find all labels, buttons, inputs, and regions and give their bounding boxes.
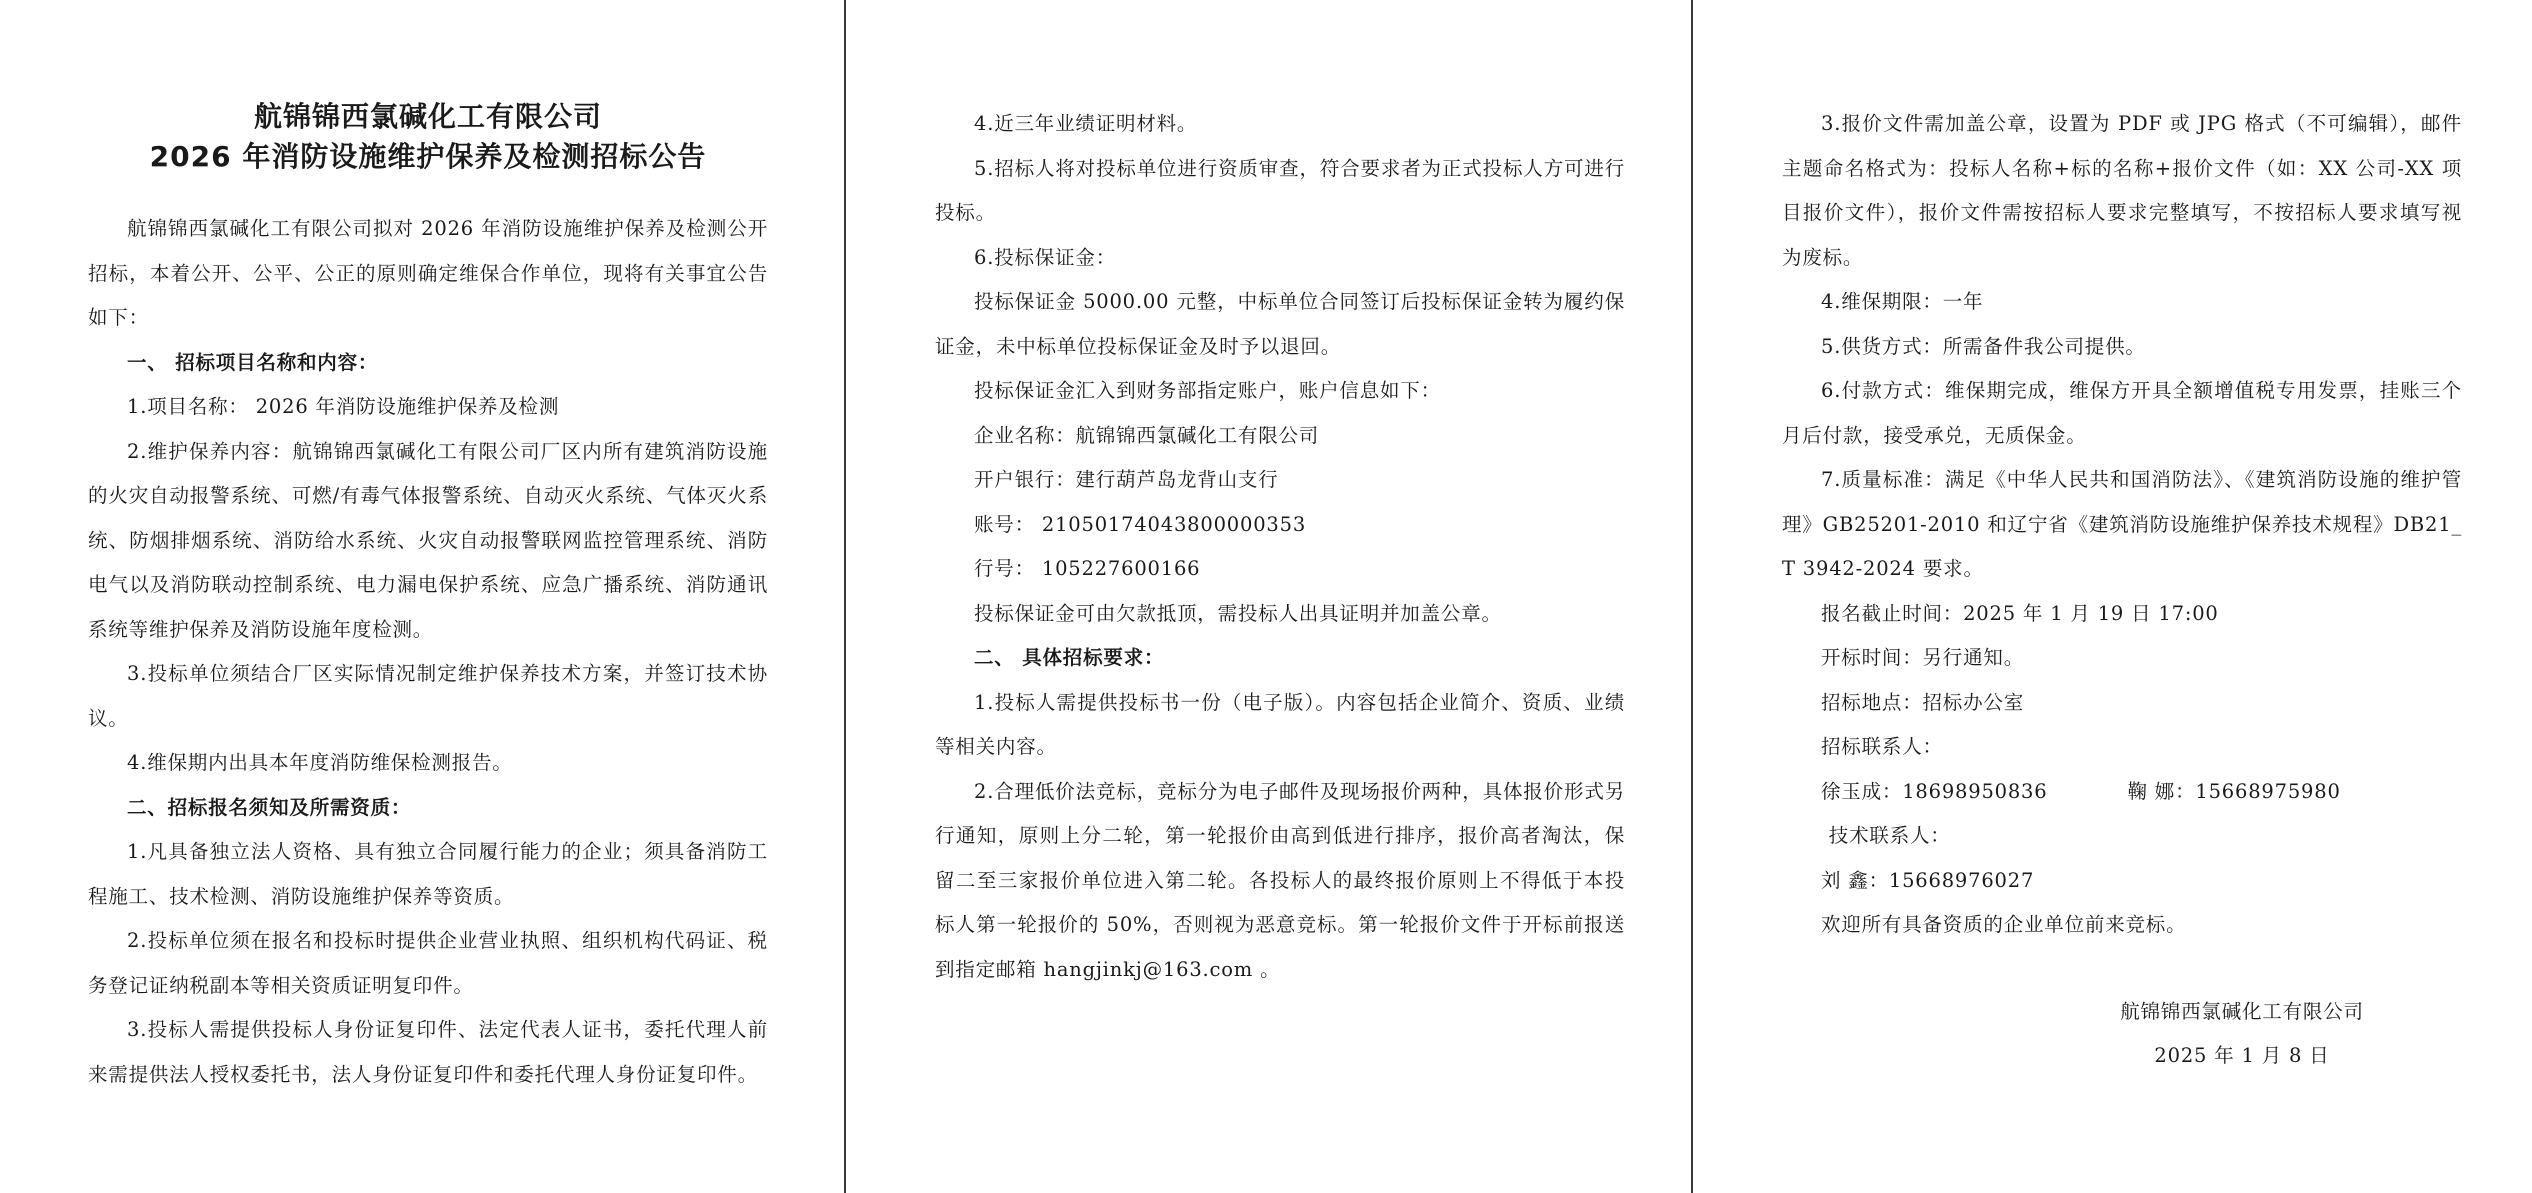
bid-opening-time: 开标时间：另行通知。 (1821, 646, 2025, 669)
intro-paragraph: 航锦锦西氯碱化工有限公司拟对 2026 年消防设施维护保养及检测公开招标，本着公开、公平、公正的原则确定维保合作单位，现将有关事宜公告如下： (88, 217, 768, 329)
company-title: 航锦锦西氯碱化工有限公司 (253, 100, 602, 133)
section-1-item-1: 1.项目名称： 2026 年消防设施维护保养及检测 (127, 395, 560, 418)
section-2-item-5: 5.招标人将对投标单位进行资质审查，符合要求者为正式投标人方可进行投标。 (935, 156, 1625, 224)
registration-deadline: 报名截止时间：2025 年 1 月 19 日 17:00 (1821, 601, 2219, 625)
section-3-item-3: 3.报价文件需加盖公章，设置为 PDF 或 JPG 格式（不可编辑），邮件主题命名格式为：投标人名称+标的名称+报价文件（如：XX 公司-XX 项目报价文件），报价文件需按招标人要求完整填写，不按招标人要求填写视为废标。 (1782, 112, 2462, 269)
section-2-item-2: 2.投标单位须在报名和投标时提供企业营业执照、组织机构代码证、税务登记证纳税副本等相关资质证明复印件。 (88, 929, 768, 997)
deposit-account-number: 账号： 21050174043800000353 (974, 512, 1307, 536)
section-1-item-4: 4.维保期内出具本年度消防维保检测报告。 (127, 751, 513, 774)
section-3-item-7: 7.质量标准：满足《中华人民共和国消防法》、《建筑消防设施的维护管理》GB25201-2010 和辽宁省《建筑消防设施维护保养技术规程》DB21_T 3942-2024 要求。 (1782, 468, 2462, 580)
page-1 (88, 0, 768, 1193)
section-3-item-2: 2.合理低价法竞标，竞标分为电子邮件及现场报价两种，具体报价形式另行通知，原则上分二轮，第一轮报价由高到低进行排序，报价高者淘汰，保留二至三家报价单位进入第二轮。各投标人的最终报价原则上不得低于本投标人第一轮报价的 50%，否则视为恶意竞标。第一轮报价文件于开标前报送到指定邮箱 hangjinkj@163.com 。 (935, 779, 1625, 981)
section-3-item-5: 5.供货方式：所需备件我公司提供。 (1821, 334, 2146, 358)
tech-contact-person: 刘 鑫：15668976027 (1821, 868, 2035, 892)
tech-contact-label: 技术联系人： (1828, 824, 1951, 847)
deposit-note: 投标保证金可由欠款抵顶，需投标人出具证明并加盖公章。 (974, 601, 1502, 625)
section-3-item-1: 1.投标人需提供投标书一份（电子版）。内容包括企业简介、资质、业绩等相关内容。 (935, 690, 1625, 758)
contact-row (1782, 770, 2462, 815)
welcome-note: 欢迎所有具备资质的企业单位前来竞标。 (1821, 913, 2187, 936)
section-3-item-6: 6.付款方式：维保期完成，维保方开具全额增值税专用发票，挂账三个月后付款，接受承兑，无质保金。 (1782, 379, 2462, 447)
deposit-account-intro: 投标保证金汇入到财务部指定账户，账户信息如下： (974, 379, 1441, 402)
signature-date: 2025 年 1 月 8 日 (2154, 1044, 2330, 1067)
section-3-heading: 二、 具体招标要求： (974, 646, 1165, 669)
section-1-heading: 一、 招标项目名称和内容： (127, 350, 379, 374)
section-2-item-3: 3.投标人需提供投标人身份证复印件、法定代表人证书，委托代理人前来需提供法人授权委托书，法人身份证复印件和委托代理人身份证复印件。 (88, 1018, 768, 1086)
deposit-bank-number: 行号： 105227600166 (974, 557, 1201, 580)
section-2-item-1: 1.凡具备独立法人资格、具有独立合同履行能力的企业；须具备消防工程施工、技术检测、消防设施维护保养等资质。 (88, 840, 768, 908)
contact-person-2: 鞠 娜：15668975980 (2127, 779, 2341, 803)
deposit-company-name: 企业名称：航锦锦西氯碱化工有限公司 (974, 423, 1320, 447)
contact-person-1: 徐玉成：18698950836 (1821, 779, 2048, 803)
bid-location: 招标地点：招标办公室 (1821, 690, 2025, 714)
section-2-item-6: 6.投标保证金： (974, 245, 1117, 269)
section-2-heading: 二、招标报名须知及所需资质： (127, 795, 412, 819)
announcement-title: 2026 年消防设施维护保养及检测招标公告 (149, 140, 707, 173)
section-1-item-3: 3.投标单位须结合厂区实际情况制定维护保养技术方案，并签订技术协议。 (88, 662, 768, 730)
signature-company: 航锦锦西氯碱化工有限公司 (2120, 999, 2364, 1023)
page-divider-left (844, 0, 846, 1193)
page-3 (1782, 0, 2462, 1193)
section-1-item-2: 2.维护保养内容：航锦锦西氯碱化工有限公司厂区内所有建筑消防设施的火灾自动报警系统、可燃/有毒气体报警系统、自动灭火系统、气体灭火系统、防烟排烟系统、消防给水系统、火灾自动报警联网监控管理系统、消防电气以及消防联动控制系统、电力漏电保护系统、应急广播系统、消防通讯系统等维护保养及消防设施年度检测。 (88, 439, 768, 641)
page-divider-right (1691, 0, 1693, 1193)
section-3-item-4: 4.维保期限：一年 (1821, 290, 1984, 313)
deposit-paragraph: 投标保证金 5000.00 元整，中标单位合同签订后投标保证金转为履约保证金，未中标单位投标保证金及时予以退回。 (935, 290, 1625, 358)
section-2-item-4: 4.近三年业绩证明材料。 (974, 112, 1198, 135)
contact-label: 招标联系人： (1821, 735, 1943, 758)
deposit-bank: 开户银行：建行葫芦岛龙背山支行 (974, 468, 1279, 491)
page-2 (935, 0, 1625, 1193)
